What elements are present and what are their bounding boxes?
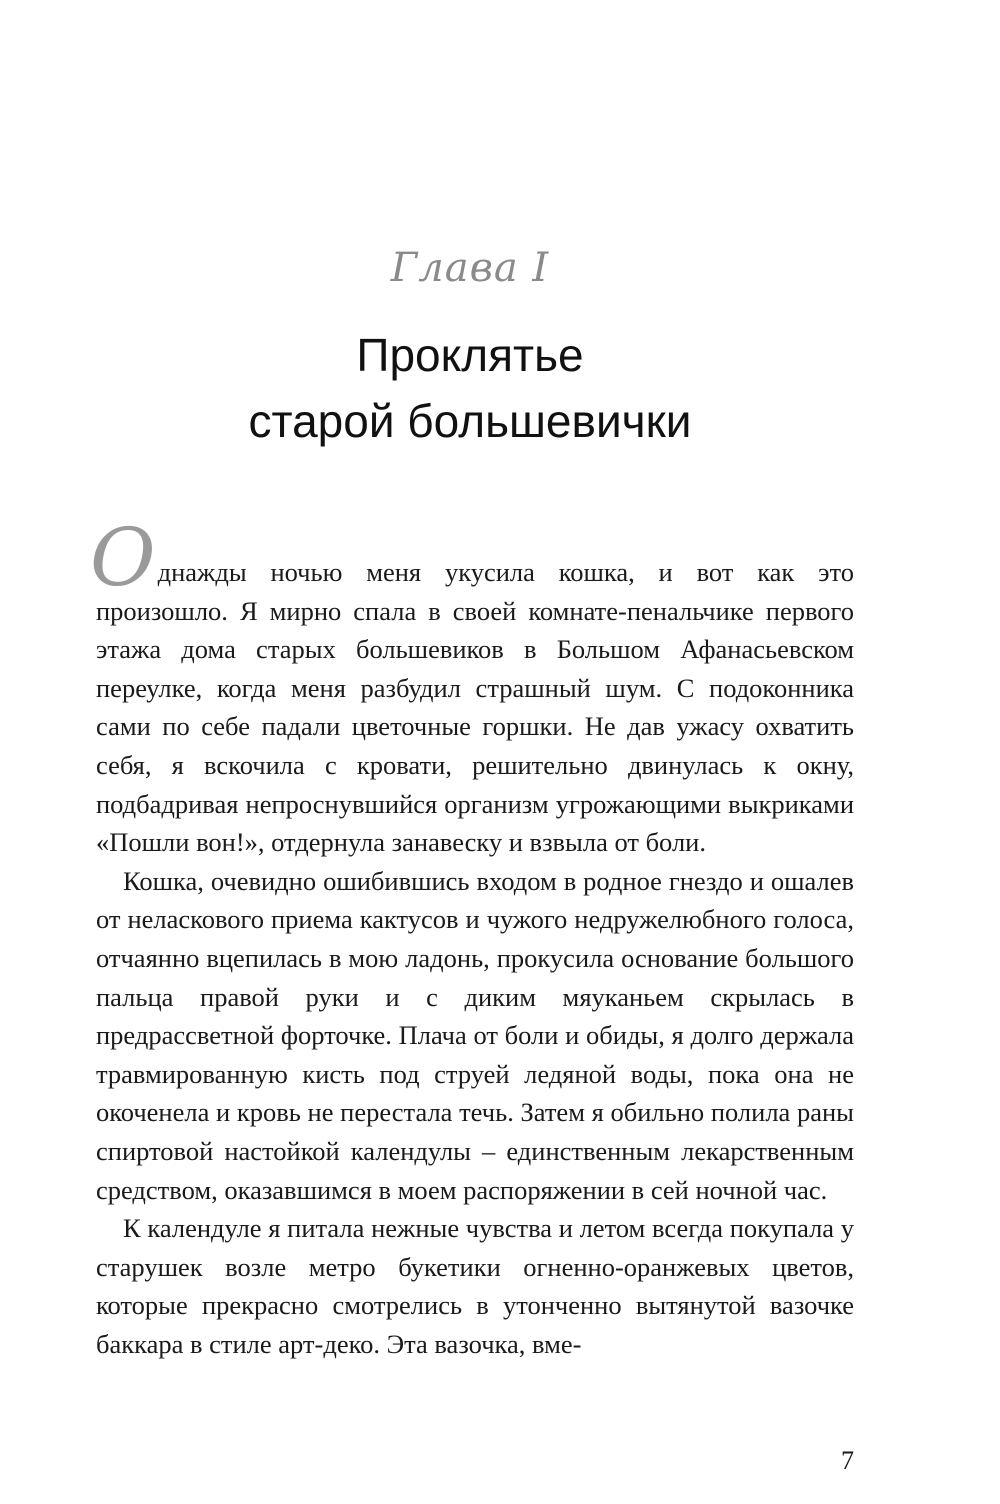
- chapter-title: [0, 322, 940, 454]
- paragraph-2: Кошка, очевидно ошибившись входом в родное гнездо и ошалев от неласкового приема кактусов и чужого недружелюбного голоса, отчаянно вцепилась в мою ладонь, прокусила основание большого пальца правой руки и с диким мяуканьем скрылась в предрассветной форточке. Плача от боли и обиды, я долго держала травмированную кисть под струей ледяной воды, пока она не окоченела и кровь не перестала течь. Затем я обильно полила раны спиртовой настойкой календулы – единственным лекарственным средством, оказавшимся в моем распоряжении в сей ночной час.: [96, 865, 854, 1205]
- chapter-title-line-2: старой большевички: [248, 395, 692, 447]
- drop-cap: О: [90, 511, 156, 604]
- chapter-body: [90, 511, 854, 1363]
- paragraph-1-text: днажды ночью меня укусила кошка, и вот как это произошло. Я мирно спала в своей комнате-пенальчике первого этажа дома старых большевиков в Большом Афанасьевском переулке, когда меня разбудил страшный шум. С подоконника сами по себе падали цветочные горшки. Не дав ужасу охватить себя, я вскочила с кровати, решительно двинулась к окну, подбадривая непроснувшийся организм угрожающими выкриками «Пошли вон!», отдернула занавеску и взвыла от боли.: [96, 557, 854, 858]
- paragraph-1: [90, 511, 854, 862]
- page-number: 7: [841, 1446, 854, 1475]
- paragraph-3: К календуле я питала нежные чувства и летом всегда покупала у старушек возле метро букетики огненно-оранжевых цветов, которые прекрасно смотрелись в утонченно вытянутой вазочке баккара в стиле арт-деко. Эта вазочка, вме-: [96, 1213, 854, 1359]
- chapter-label: Глава I: [390, 245, 550, 291]
- chapter-title-line-1: Проклятье: [356, 329, 584, 381]
